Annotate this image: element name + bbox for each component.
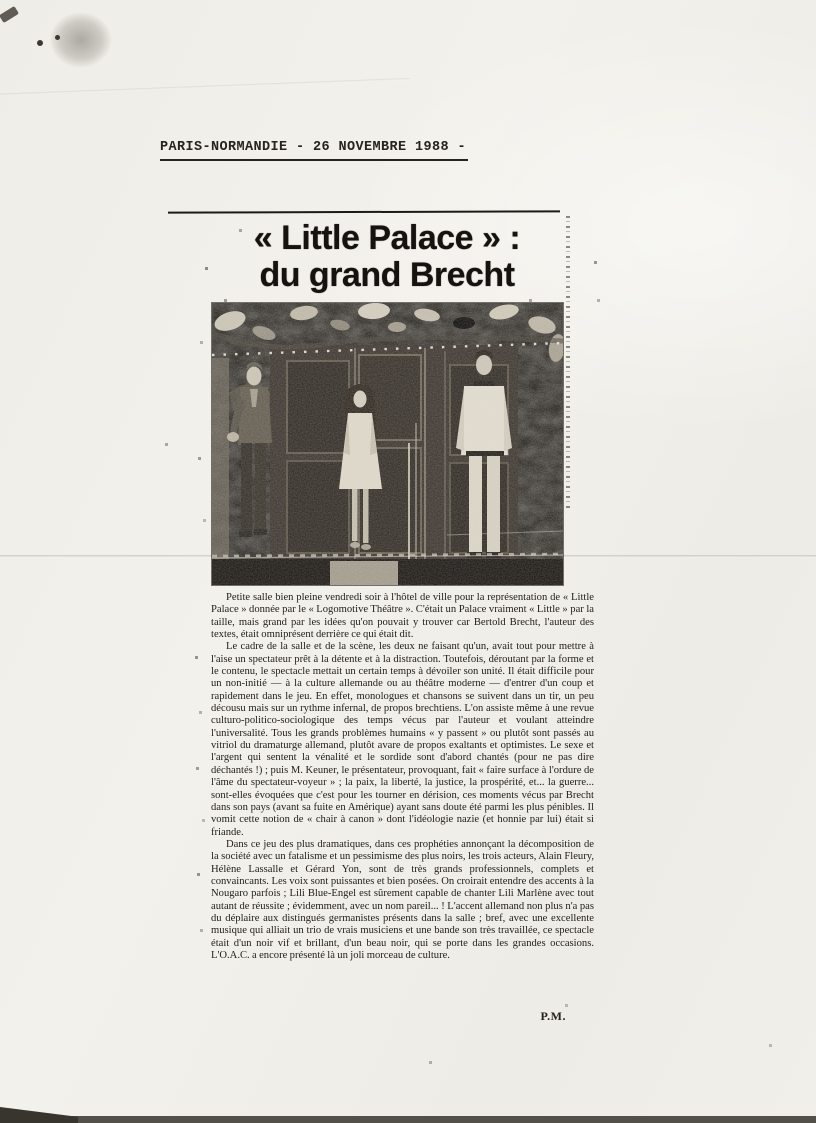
article-paragraph: Petite salle bien pleine vendredi soir à l'hôtel de ville pour la représentation de « Little Palace » donnée par le « Logomotive Théâtre ». C'était un Palace vraiment « Little » par la taille, mais grand par les idées qu'on pouvait y trouver car Bertold Brecht, l'auteur des textes, était omniprésent derrière ce qui était dit. — [211, 592, 594, 641]
scan-bottom-corner-shadow — [0, 1107, 78, 1123]
rotated-photo-credit — [566, 216, 570, 508]
article-paragraph: Dans ce jeu des plus dramatiques, dans ces prophéties annonçant la décomposition de la société avec un fatalisme et un pessimisme des plus noirs, les trois acteurs, Alain Fleury, Hélène Lassalle et Gérard Yon, sont de très grands professionnels, complets et convaincants. Les voix sont puissantes et bien posées. On croirait entendre des accents à la Nougaro parfois ; Lili Blue-Engel est sûrement capable de chanter Lili Marlène avec tout autant de réussite ; évidemment, avec un nom pareil... ! L'accent allemand non plus n'a pas du déplaire aux distingués germanistes présents dans la salle ; bref, avec une excellente musique qui alliait un trio de vrais musiciens et une bande son très travaillée, ce spectacle était d'un noir vif et brillant, d'un beau noir, qui se porte dans les grandes occasions. L'O.A.C. a encore présenté là un joli morceau de culture. — [211, 838, 594, 961]
article-paragraph: Le cadre de la salle et de la scène, les deux ne faisant qu'un, avait tout pour mettre à l'aise un spectateur prêt à la détente et à la distraction. Toutefois, déroutant par la forme et le contenu, le spectacle mettait un certain temps à dévoiler son unité. Il était difficile pour un non-initié — à la culture allemande ou au théâtre moderne — d'entrer d'un coup et rapidement dans le jeu. En effet, monologues et chansons se suivent dans un tir, un peu décousu mais sur un rythme infernal, de propos brechtiens. L'on assiste même à une revue culturo-politico-sociologique des temps vécus par l'auteur et voulant atteindre l'universalité. Tous les grands problèmes humains « y passent » ou plutôt sont passés au vitriol du dramaturge allemand, plutôt avare de propos exaltants et optimistes. Le sexe et l'argent qui sentent la vénalité et le sordide sont d'abord chantés (pour ne pas dire déchantés !) ; puis M. Keuner, le présentateur, provoquant, fait « faire surface à l'ordure de l'âme du spectateur-voyeur » ; la paix, la liberté, la justice, la prospérité, et... la guerre... sont-elles évoquées que c'est pour les tourner en dérision, ces moments vécus par Brecht dans son pays (avant sa fuite en Amérique) ayant sans doute été parmi les plus pénibles. Il vomit cette notion de « chair à canon » dont l'idéologie nazie (et honnie par lui) était si friande. — [211, 641, 594, 838]
headline-line-1: « Little Palace » : — [253, 219, 521, 257]
dust-specks — [0, 0, 1, 1]
clipping-top-rule — [168, 210, 560, 213]
masthead-date-line: PARIS-NORMANDIE - 26 NOVEMBRE 1988 - — [160, 140, 468, 161]
corner-ink-mark — [0, 6, 19, 23]
author-initials: P.M. — [540, 1009, 566, 1023]
scan-bottom-edge — [0, 1116, 816, 1123]
article-signature-row — [211, 1006, 594, 1022]
ink-blot-stain — [28, 0, 138, 94]
article-body — [211, 592, 594, 962]
ink-spot — [55, 35, 60, 40]
headline-line-2: du grand Brecht — [259, 256, 515, 294]
article-headline — [208, 220, 566, 294]
stage-photo — [212, 303, 563, 585]
ink-spot — [37, 40, 43, 46]
